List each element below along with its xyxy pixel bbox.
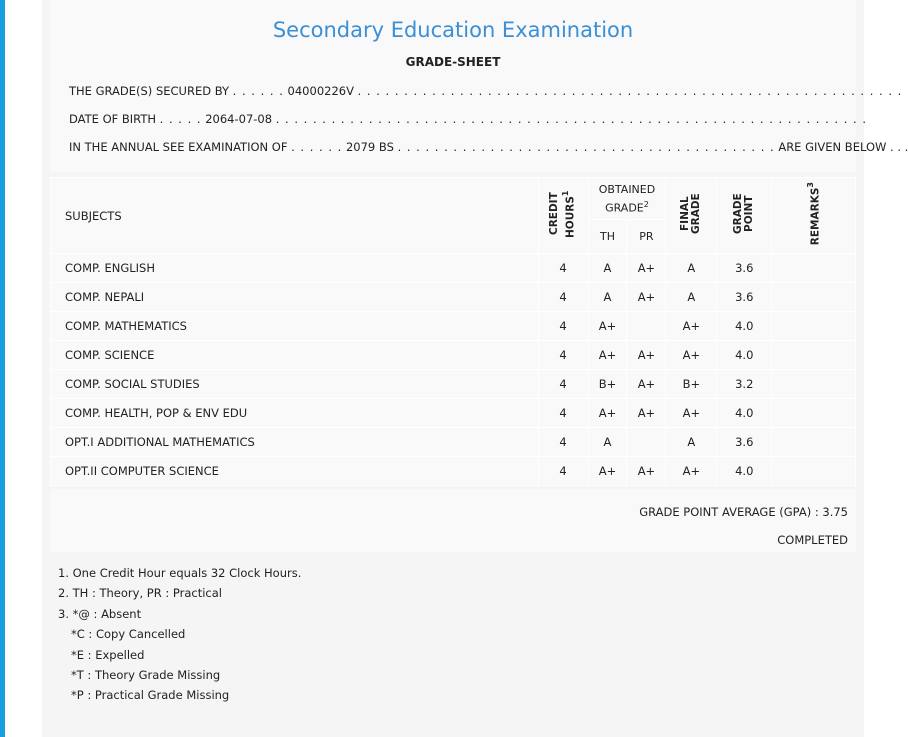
footnotes [58,563,301,706]
summary-card [50,489,856,552]
exam-title: Secondary Education Examination [272,18,634,42]
header-card [50,0,908,172]
col-credit-hours [538,178,588,254]
footnote-item: *P : Practical Grade Missing [71,688,230,703]
secured-by-label: THE GRADE(S) SECURED BY [69,84,230,98]
col-obtained-grade [588,178,666,220]
col-remarks [772,178,856,254]
col-grade-point-label: GRADE POINT [732,193,756,235]
footnote-ref: 2 [643,199,649,209]
th-grade-cell: A+ [588,341,627,370]
table-row [51,457,856,486]
final-grade-cell: A+ [666,399,717,428]
footnote-item: *C : Copy Cancelled [71,627,186,642]
subject-cell: COMP. MATHEMATICS [51,312,539,341]
credit-cell: 4 [538,370,588,399]
col-credit-hours-label: CREDIT HOURS [548,192,577,238]
subject-cell: COMP. NEPALI [51,283,539,312]
credit-cell: 4 [538,341,588,370]
th-grade-cell: A [588,428,627,457]
th-grade-cell: A [588,254,627,283]
credit-cell: 4 [538,428,588,457]
credit-cell: 4 [538,312,588,341]
col-grade-point [717,178,772,254]
grade-point-cell: 4.0 [717,341,772,370]
col-subjects: SUBJECTS [51,178,539,254]
remarks-cell [772,370,856,399]
result-status: COMPLETED [777,533,848,547]
grade-point-cell: 3.6 [717,254,772,283]
gpa-value: 3.75 [822,505,848,519]
remarks-cell [772,312,856,341]
credit-cell: 4 [538,254,588,283]
remarks-cell [772,399,856,428]
footnote-item: 2. TH : Theory, PR : Practical [58,586,222,601]
table-row [51,370,856,399]
col-pr: PR [627,220,666,254]
th-grade-cell: A+ [588,399,627,428]
grade-rows [51,254,856,486]
grade-point-cell: 4.0 [717,399,772,428]
gpa-label: GRADE POINT AVERAGE (GPA) : [639,505,819,519]
subject-cell: COMP. SOCIAL STUDIES [51,370,539,399]
final-grade-cell: A [666,283,717,312]
final-grade-cell: A+ [666,457,717,486]
pr-grade-cell: A+ [627,370,666,399]
exam-suffix: ARE GIVEN BELOW . . . [778,140,908,154]
table-row [51,399,856,428]
remarks-cell [772,457,856,486]
sheet-subtitle: GRADE-SHEET [405,55,501,69]
dots: . . . . . [159,112,202,126]
dots: . . . . . . . . . . . . . . . . . . . . . . . . . . . . . . . . . . . . . . . . . . . . . . . . . . . . . . . . . . . . . . . . [275,112,867,126]
subject-cell: COMP. SCIENCE [51,341,539,370]
pr-grade-cell [627,428,666,457]
credit-cell: 4 [538,399,588,428]
remarks-cell [772,341,856,370]
col-th: TH [588,220,627,254]
dob-line [69,112,867,126]
remarks-cell [772,254,856,283]
final-grade-cell: A+ [666,341,717,370]
grade-point-cell: 4.0 [717,457,772,486]
footnote-item: 1. One Credit Hour equals 32 Clock Hours. [58,566,302,580]
subject-cell: COMP. HEALTH, POP & ENV EDU [51,399,539,428]
th-grade-cell: B+ [588,370,627,399]
final-grade-cell: A+ [666,312,717,341]
footnote-item: *E : Expelled [71,647,145,662]
dob-label: DATE OF BIRTH [69,112,157,126]
grades-table-card [50,177,856,484]
exam-line [69,140,908,154]
grade-point-cell: 3.2 [717,370,772,399]
exam-year: 2079 BS [345,140,394,154]
dots: . . . . . . . . . . . . . . . . . . . . . . . . . . . . . . . . . . . . . . . . . . . . . . . . . . . . . . . . . . . [357,84,903,98]
table-row [51,428,856,457]
secured-by-line [69,84,902,98]
subject-cell: OPT.II COMPUTER SCIENCE [51,457,539,486]
credit-cell: 4 [538,283,588,312]
symbol-number: 04000226V [287,84,354,98]
th-grade-cell: A+ [588,457,627,486]
pr-grade-cell: A+ [627,399,666,428]
pr-grade-cell [627,312,666,341]
col-final-grade [666,178,717,254]
footnote-ref: 1 [561,190,571,196]
table-row [51,341,856,370]
col-obtained-label: OBTAINED [598,182,656,196]
dob-value: 2064-07-08 [205,112,273,126]
final-grade-cell: A [666,428,717,457]
pr-grade-cell: A+ [627,254,666,283]
col-grade-label: GRADE [605,201,644,215]
th-grade-cell: A [588,283,627,312]
credit-cell: 4 [538,457,588,486]
exam-label: IN THE ANNUAL SEE EXAMINATION OF [69,140,288,154]
gpa-line [639,505,848,519]
footnote-ref: 3 [806,182,816,188]
subject-cell: COMP. ENGLISH [51,254,539,283]
dots: . . . . . . . . . . . . . . . . . . . . . . . . . . . . . . . . . . . . . . . . . [397,140,775,154]
footnote-item: 3. *@ : Absent [58,606,142,621]
footnote-item: *T : Theory Grade Missing [71,667,221,682]
grade-point-cell: 4.0 [717,312,772,341]
col-final-grade-label: FINAL GRADE [679,193,703,235]
grade-point-cell: 3.6 [717,283,772,312]
grade-sheet [42,0,908,737]
th-grade-cell: A+ [588,312,627,341]
final-grade-cell: A [666,254,717,283]
table-row [51,312,856,341]
remarks-cell [772,283,856,312]
col-remarks-label: REMARKS [809,187,822,246]
dots: . . . . . . [232,84,284,98]
subject-cell: OPT.I ADDITIONAL MATHEMATICS [51,428,539,457]
final-grade-cell: B+ [666,370,717,399]
table-row [51,283,856,312]
remarks-cell [772,428,856,457]
pr-grade-cell: A+ [627,283,666,312]
pr-grade-cell: A+ [627,341,666,370]
left-accent-bar [0,0,5,737]
dots: . . . . . . [291,140,343,154]
grade-point-cell: 3.6 [717,428,772,457]
table-row [51,254,856,283]
grades-table [50,177,856,486]
pr-grade-cell: A+ [627,457,666,486]
